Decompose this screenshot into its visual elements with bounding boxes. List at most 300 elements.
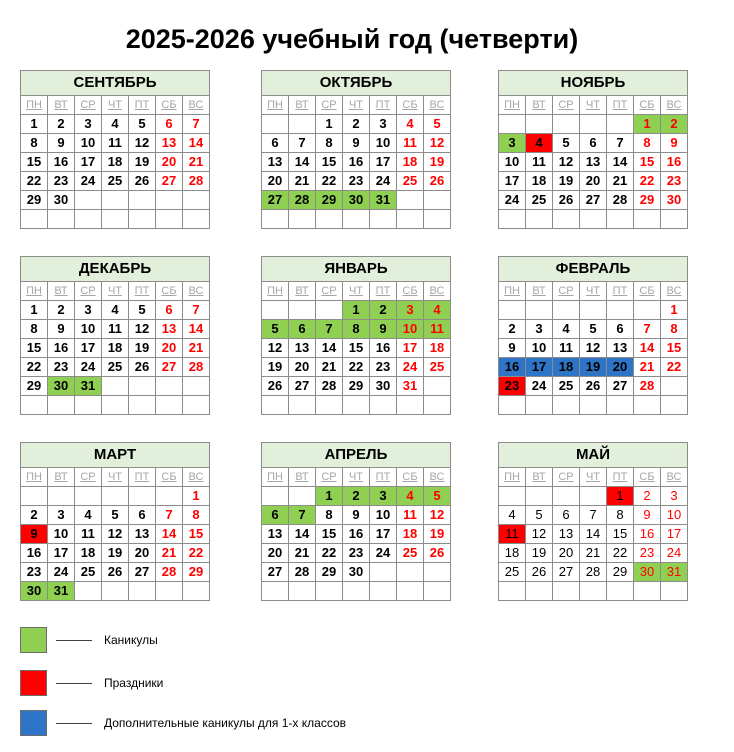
empty-cell — [499, 115, 526, 134]
empty-cell — [102, 487, 129, 506]
day-cell: 14 — [634, 339, 661, 358]
day-cell: 14 — [156, 525, 183, 544]
empty-cell — [183, 210, 210, 229]
legend-line — [56, 683, 92, 684]
day-cell: 9 — [48, 320, 75, 339]
day-cell: 8 — [21, 320, 48, 339]
day-cell: 21 — [183, 339, 210, 358]
day-cell: 10 — [48, 525, 75, 544]
empty-cell — [102, 210, 129, 229]
day-cell: 7 — [634, 320, 661, 339]
day-cell: 29 — [607, 563, 634, 582]
day-cell: 7 — [289, 134, 316, 153]
day-cell: 19 — [424, 153, 451, 172]
empty-cell — [424, 396, 451, 415]
day-cell: 18 — [102, 153, 129, 172]
empty-cell — [48, 210, 75, 229]
day-cell: 11 — [102, 320, 129, 339]
day-cell: 5 — [102, 506, 129, 525]
day-cell: 28 — [316, 377, 343, 396]
day-cell: 13 — [289, 339, 316, 358]
weekday-header: ЧТ — [102, 96, 129, 115]
day-cell: 7 — [183, 115, 210, 134]
day-cell: 1 — [21, 301, 48, 320]
day-cell: 21 — [183, 153, 210, 172]
day-cell: 18 — [499, 544, 526, 563]
weekday-header: ВТ — [526, 96, 553, 115]
empty-cell — [634, 582, 661, 601]
day-cell: 12 — [129, 134, 156, 153]
empty-cell — [75, 487, 102, 506]
day-cell: 24 — [526, 377, 553, 396]
day-cell: 6 — [262, 134, 289, 153]
day-cell: 19 — [553, 172, 580, 191]
day-cell: 22 — [183, 544, 210, 563]
empty-cell — [580, 396, 607, 415]
month-8 — [261, 442, 451, 601]
month-7 — [20, 442, 210, 601]
day-cell: 12 — [129, 320, 156, 339]
day-cell: 30 — [370, 377, 397, 396]
empty-cell — [183, 582, 210, 601]
day-cell: 23 — [343, 172, 370, 191]
empty-cell — [183, 377, 210, 396]
day-cell: 6 — [262, 506, 289, 525]
day-cell: 10 — [370, 506, 397, 525]
empty-cell — [526, 210, 553, 229]
day-cell: 24 — [75, 172, 102, 191]
day-cell: 3 — [370, 487, 397, 506]
empty-cell — [499, 210, 526, 229]
day-cell: 27 — [553, 563, 580, 582]
empty-cell — [580, 210, 607, 229]
empty-cell — [553, 487, 580, 506]
day-cell: 22 — [661, 358, 688, 377]
empty-cell — [607, 396, 634, 415]
day-cell: 22 — [607, 544, 634, 563]
day-cell: 2 — [48, 115, 75, 134]
weekday-header: ВС — [661, 282, 688, 301]
day-cell: 25 — [102, 172, 129, 191]
empty-cell — [370, 210, 397, 229]
day-cell: 20 — [262, 544, 289, 563]
day-cell: 26 — [129, 358, 156, 377]
day-cell: 6 — [580, 134, 607, 153]
day-cell: 23 — [499, 377, 526, 396]
day-cell: 24 — [75, 358, 102, 377]
weekday-header: ЧТ — [343, 282, 370, 301]
day-cell: 7 — [289, 506, 316, 525]
day-cell: 27 — [289, 377, 316, 396]
day-cell: 25 — [526, 191, 553, 210]
weekday-header: ВС — [424, 282, 451, 301]
legend-label: Праздники — [104, 676, 164, 690]
weekday-header: ПТ — [129, 282, 156, 301]
day-cell: 16 — [21, 544, 48, 563]
day-cell: 10 — [75, 320, 102, 339]
day-cell: 19 — [262, 358, 289, 377]
weekday-header: СР — [316, 282, 343, 301]
day-cell: 30 — [48, 191, 75, 210]
day-cell: 23 — [48, 358, 75, 377]
weekday-header: ЧТ — [580, 468, 607, 487]
day-cell: 4 — [75, 506, 102, 525]
day-cell: 7 — [580, 506, 607, 525]
day-cell: 15 — [316, 525, 343, 544]
weekday-header: СР — [75, 468, 102, 487]
day-cell: 31 — [75, 377, 102, 396]
day-cell: 6 — [289, 320, 316, 339]
day-cell: 13 — [262, 525, 289, 544]
day-cell: 29 — [343, 377, 370, 396]
day-cell: 17 — [526, 358, 553, 377]
day-cell: 27 — [129, 563, 156, 582]
day-cell: 6 — [129, 506, 156, 525]
day-cell: 26 — [102, 563, 129, 582]
empty-cell — [289, 396, 316, 415]
day-cell: 14 — [607, 153, 634, 172]
weekday-header: ВТ — [289, 96, 316, 115]
empty-cell — [499, 582, 526, 601]
empty-cell — [289, 115, 316, 134]
day-cell: 13 — [580, 153, 607, 172]
day-cell: 23 — [661, 172, 688, 191]
weekday-header: СБ — [156, 282, 183, 301]
day-cell: 31 — [661, 563, 688, 582]
day-cell: 6 — [607, 320, 634, 339]
empty-cell — [316, 396, 343, 415]
day-cell: 30 — [634, 563, 661, 582]
day-cell: 22 — [316, 544, 343, 563]
weekday-header: ЧТ — [343, 468, 370, 487]
day-grid — [262, 282, 451, 415]
day-cell: 16 — [661, 153, 688, 172]
day-cell: 18 — [397, 525, 424, 544]
day-cell: 19 — [526, 544, 553, 563]
weekday-header: ПТ — [370, 96, 397, 115]
day-cell: 21 — [634, 358, 661, 377]
day-cell: 11 — [397, 134, 424, 153]
day-cell: 5 — [553, 134, 580, 153]
day-cell: 12 — [102, 525, 129, 544]
day-cell: 3 — [397, 301, 424, 320]
day-grid — [21, 468, 210, 601]
weekday-header: ВС — [183, 468, 210, 487]
weekday-header: ПН — [21, 282, 48, 301]
day-cell: 1 — [634, 115, 661, 134]
day-cell: 14 — [183, 320, 210, 339]
day-cell: 2 — [370, 301, 397, 320]
day-grid — [21, 282, 210, 415]
day-cell: 31 — [397, 377, 424, 396]
empty-cell — [289, 487, 316, 506]
day-cell: 16 — [343, 153, 370, 172]
day-cell: 2 — [343, 115, 370, 134]
day-cell: 4 — [553, 320, 580, 339]
empty-cell — [397, 563, 424, 582]
day-cell: 15 — [21, 153, 48, 172]
empty-cell — [526, 301, 553, 320]
day-cell: 8 — [316, 506, 343, 525]
day-cell: 30 — [21, 582, 48, 601]
empty-cell — [75, 396, 102, 415]
empty-cell — [499, 487, 526, 506]
weekday-header: ЧТ — [580, 282, 607, 301]
empty-cell — [397, 396, 424, 415]
month-name: ЯНВАРЬ — [262, 257, 451, 282]
day-cell: 28 — [289, 191, 316, 210]
weekday-header: СБ — [634, 282, 661, 301]
day-cell: 21 — [580, 544, 607, 563]
day-cell: 22 — [21, 358, 48, 377]
weekday-header: ЧТ — [102, 468, 129, 487]
weekday-header: ЧТ — [580, 96, 607, 115]
day-cell: 2 — [21, 506, 48, 525]
day-cell: 4 — [526, 134, 553, 153]
day-cell: 2 — [499, 320, 526, 339]
legend-label: Дополнительные каникулы для 1-х классов — [104, 716, 347, 730]
month-9 — [498, 442, 688, 601]
weekday-header: СБ — [397, 468, 424, 487]
day-cell: 26 — [262, 377, 289, 396]
day-cell: 31 — [48, 582, 75, 601]
day-cell: 5 — [424, 487, 451, 506]
day-cell: 20 — [289, 358, 316, 377]
weekday-header: СР — [75, 282, 102, 301]
day-cell: 23 — [370, 358, 397, 377]
day-cell: 26 — [424, 544, 451, 563]
empty-cell — [607, 115, 634, 134]
month-3 — [498, 70, 688, 229]
day-cell: 7 — [156, 506, 183, 525]
day-cell: 8 — [661, 320, 688, 339]
day-cell: 4 — [424, 301, 451, 320]
weekday-header: СР — [316, 96, 343, 115]
empty-cell — [48, 487, 75, 506]
day-cell: 26 — [129, 172, 156, 191]
day-cell: 28 — [634, 377, 661, 396]
month-name: АПРЕЛЬ — [262, 443, 451, 468]
empty-cell — [607, 301, 634, 320]
weekday-header: СБ — [397, 96, 424, 115]
day-cell: 15 — [316, 153, 343, 172]
day-cell: 21 — [607, 172, 634, 191]
empty-cell — [526, 396, 553, 415]
empty-cell — [21, 487, 48, 506]
weekday-header: ВС — [424, 96, 451, 115]
day-cell: 25 — [397, 172, 424, 191]
empty-cell — [156, 396, 183, 415]
weekday-header: СБ — [634, 468, 661, 487]
day-cell: 20 — [129, 544, 156, 563]
empty-cell — [48, 396, 75, 415]
weekday-header: ПН — [21, 468, 48, 487]
month-name: ОКТЯБРЬ — [262, 71, 451, 96]
weekday-header: ПТ — [607, 282, 634, 301]
day-cell: 16 — [370, 339, 397, 358]
day-cell: 11 — [499, 525, 526, 544]
day-cell: 5 — [129, 115, 156, 134]
empty-cell — [343, 396, 370, 415]
empty-cell — [183, 191, 210, 210]
empty-cell — [424, 563, 451, 582]
empty-cell — [580, 582, 607, 601]
day-cell: 4 — [102, 115, 129, 134]
day-cell: 25 — [553, 377, 580, 396]
day-cell: 17 — [499, 172, 526, 191]
day-cell: 29 — [183, 563, 210, 582]
day-cell: 20 — [156, 153, 183, 172]
day-cell: 10 — [661, 506, 688, 525]
empty-cell — [424, 582, 451, 601]
day-cell: 6 — [156, 301, 183, 320]
empty-cell — [75, 582, 102, 601]
day-cell: 18 — [102, 339, 129, 358]
day-cell: 12 — [262, 339, 289, 358]
day-cell: 23 — [343, 544, 370, 563]
empty-cell — [553, 396, 580, 415]
day-grid — [499, 282, 688, 415]
day-cell: 16 — [48, 339, 75, 358]
day-cell: 24 — [499, 191, 526, 210]
day-cell: 16 — [499, 358, 526, 377]
day-cell: 20 — [553, 544, 580, 563]
day-cell: 8 — [316, 134, 343, 153]
weekday-header: ВС — [661, 96, 688, 115]
day-cell: 3 — [75, 115, 102, 134]
day-cell: 23 — [48, 172, 75, 191]
empty-cell — [661, 582, 688, 601]
day-cell: 24 — [370, 544, 397, 563]
day-cell: 27 — [262, 191, 289, 210]
weekday-header: ВТ — [526, 282, 553, 301]
day-cell: 26 — [553, 191, 580, 210]
empty-cell — [102, 582, 129, 601]
weekday-header: СР — [553, 468, 580, 487]
empty-cell — [316, 210, 343, 229]
weekday-header: ПТ — [607, 96, 634, 115]
day-cell: 1 — [607, 487, 634, 506]
day-cell: 12 — [526, 525, 553, 544]
weekday-header: ВТ — [289, 468, 316, 487]
empty-cell — [424, 377, 451, 396]
day-cell: 22 — [21, 172, 48, 191]
empty-cell — [75, 210, 102, 229]
month-name: МАЙ — [499, 443, 688, 468]
weekday-header: ВТ — [289, 282, 316, 301]
empty-cell — [526, 582, 553, 601]
empty-cell — [262, 210, 289, 229]
page-title: 2025-2026 учебный год (четверти) — [125, 24, 579, 54]
day-cell: 12 — [580, 339, 607, 358]
day-cell: 2 — [634, 487, 661, 506]
day-cell: 26 — [424, 172, 451, 191]
weekday-header: ВТ — [526, 468, 553, 487]
day-cell: 9 — [343, 134, 370, 153]
day-cell: 29 — [316, 563, 343, 582]
day-cell: 21 — [156, 544, 183, 563]
empty-cell — [553, 301, 580, 320]
day-cell: 27 — [156, 172, 183, 191]
day-cell: 11 — [553, 339, 580, 358]
empty-cell — [156, 582, 183, 601]
weekday-header: ВС — [424, 468, 451, 487]
day-cell: 18 — [526, 172, 553, 191]
empty-cell — [580, 301, 607, 320]
empty-cell — [129, 191, 156, 210]
empty-cell — [183, 396, 210, 415]
legend-swatch — [20, 710, 47, 736]
empty-cell — [397, 191, 424, 210]
empty-cell — [553, 210, 580, 229]
day-cell: 12 — [424, 134, 451, 153]
empty-cell — [343, 210, 370, 229]
empty-cell — [580, 115, 607, 134]
empty-cell — [397, 582, 424, 601]
day-cell: 2 — [661, 115, 688, 134]
day-cell: 24 — [48, 563, 75, 582]
day-cell: 29 — [21, 377, 48, 396]
day-cell: 5 — [129, 301, 156, 320]
empty-cell — [75, 191, 102, 210]
day-cell: 27 — [580, 191, 607, 210]
day-cell: 28 — [580, 563, 607, 582]
weekday-header: ПТ — [129, 96, 156, 115]
day-cell: 31 — [370, 191, 397, 210]
day-cell: 19 — [129, 339, 156, 358]
day-cell: 17 — [75, 153, 102, 172]
day-cell: 25 — [424, 358, 451, 377]
empty-cell — [262, 301, 289, 320]
empty-cell — [634, 210, 661, 229]
empty-cell — [661, 377, 688, 396]
day-cell: 9 — [343, 506, 370, 525]
legend-label: Каникулы — [104, 633, 158, 647]
weekday-header: ПН — [262, 282, 289, 301]
day-cell: 28 — [607, 191, 634, 210]
day-cell: 24 — [397, 358, 424, 377]
day-cell: 27 — [262, 563, 289, 582]
legend-line — [56, 640, 92, 641]
weekday-header: СБ — [397, 282, 424, 301]
empty-cell — [316, 582, 343, 601]
day-cell: 26 — [526, 563, 553, 582]
day-cell: 9 — [661, 134, 688, 153]
weekday-header: ПТ — [607, 468, 634, 487]
day-cell: 28 — [156, 563, 183, 582]
weekday-header: ПН — [499, 468, 526, 487]
empty-cell — [370, 582, 397, 601]
day-cell: 14 — [289, 525, 316, 544]
day-cell: 17 — [75, 339, 102, 358]
day-cell: 23 — [634, 544, 661, 563]
weekday-header: ПН — [262, 468, 289, 487]
weekday-header: ПН — [262, 96, 289, 115]
day-cell: 27 — [607, 377, 634, 396]
day-cell: 20 — [262, 172, 289, 191]
weekday-header: ВС — [183, 96, 210, 115]
legend-line — [56, 723, 92, 724]
day-cell: 15 — [607, 525, 634, 544]
day-cell: 15 — [343, 339, 370, 358]
weekday-header: СР — [553, 96, 580, 115]
weekday-header: ВТ — [48, 96, 75, 115]
day-cell: 1 — [183, 487, 210, 506]
day-cell: 3 — [48, 506, 75, 525]
day-cell: 3 — [499, 134, 526, 153]
day-cell: 30 — [661, 191, 688, 210]
month-6 — [498, 256, 688, 415]
